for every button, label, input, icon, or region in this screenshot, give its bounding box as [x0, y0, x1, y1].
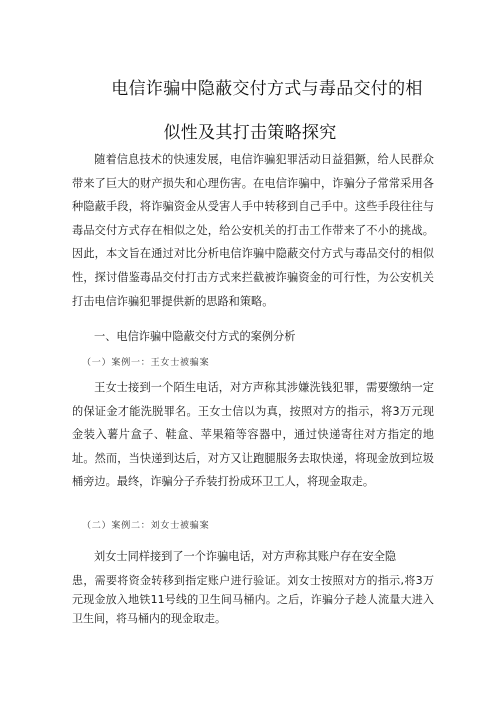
case-2-paragraph-rest: 患，需要将资金转移到指定账户进行验证。刘女士按照对方的指示,将3万元现金放入地铁11号线的卫生间马桶内。之后，诈骗分子趁人流量大进入卫生间，将马桶内的现金取走。 [72, 574, 434, 625]
case-2-heading: （二）案例二：刘女士被骗案 [82, 521, 210, 531]
case-2-text-first: 刘女士同样接到了一个诈骗电话，对方声称其账户存在安全隐 [94, 550, 397, 563]
document-title-line-1: 电信诈骗中隐蔽交付方式与毒品交付的相 [111, 79, 423, 99]
case-1-text: 王女士接到一个陌生电话，对方声称其涉嫌洗钱犯罪，需要缴纳一定的保证金才能洗脱罪名。王女士信以为真，按照对方的指示，将3万元现金装入薯片盒子、鞋盒、苹果箱等容器中，通过快递寄往对方指定的地址。然而，当快递到达后，对方又让跑腿服务去取快递，将现金放到垃圾桶旁边。最终，诈骗分子乔装打扮成环卫工人，将现金取走。 [72, 381, 434, 489]
case-2-paragraph-first-line [72, 545, 434, 569]
case-1-heading: （一）案例一：王女士被骗案 [82, 358, 210, 368]
document-title-line-2: 似性及其打击策略探究 [163, 123, 337, 143]
intro-paragraph [72, 148, 434, 313]
intro-text: 随着信息技术的快速发展，电信诈骗犯罪活动日益猖獗，给人民群众带来了巨大的财产损失和心理伤害。在电信诈骗中，诈骗分子常常采用各种隐蔽手段，将诈骗资金从受害人手中转移到自己手中。这些手段往往与毒品交付方式存在相似之处，给公安机关的打击工作带来了不小的挑战。因此，本文旨在通过对比分析电信诈骗中隐蔽交付方式与毒品交付的相似性，探讨借鉴毒品交付打击方式来拦截被诈骗资金的可行性，为公安机关打击电信诈骗犯罪提供新的思路和策略。 [72, 153, 434, 308]
section-heading-1: 一、电信诈骗中隐蔽交付方式的案例分析 [94, 330, 296, 343]
case-1-paragraph [72, 376, 434, 494]
